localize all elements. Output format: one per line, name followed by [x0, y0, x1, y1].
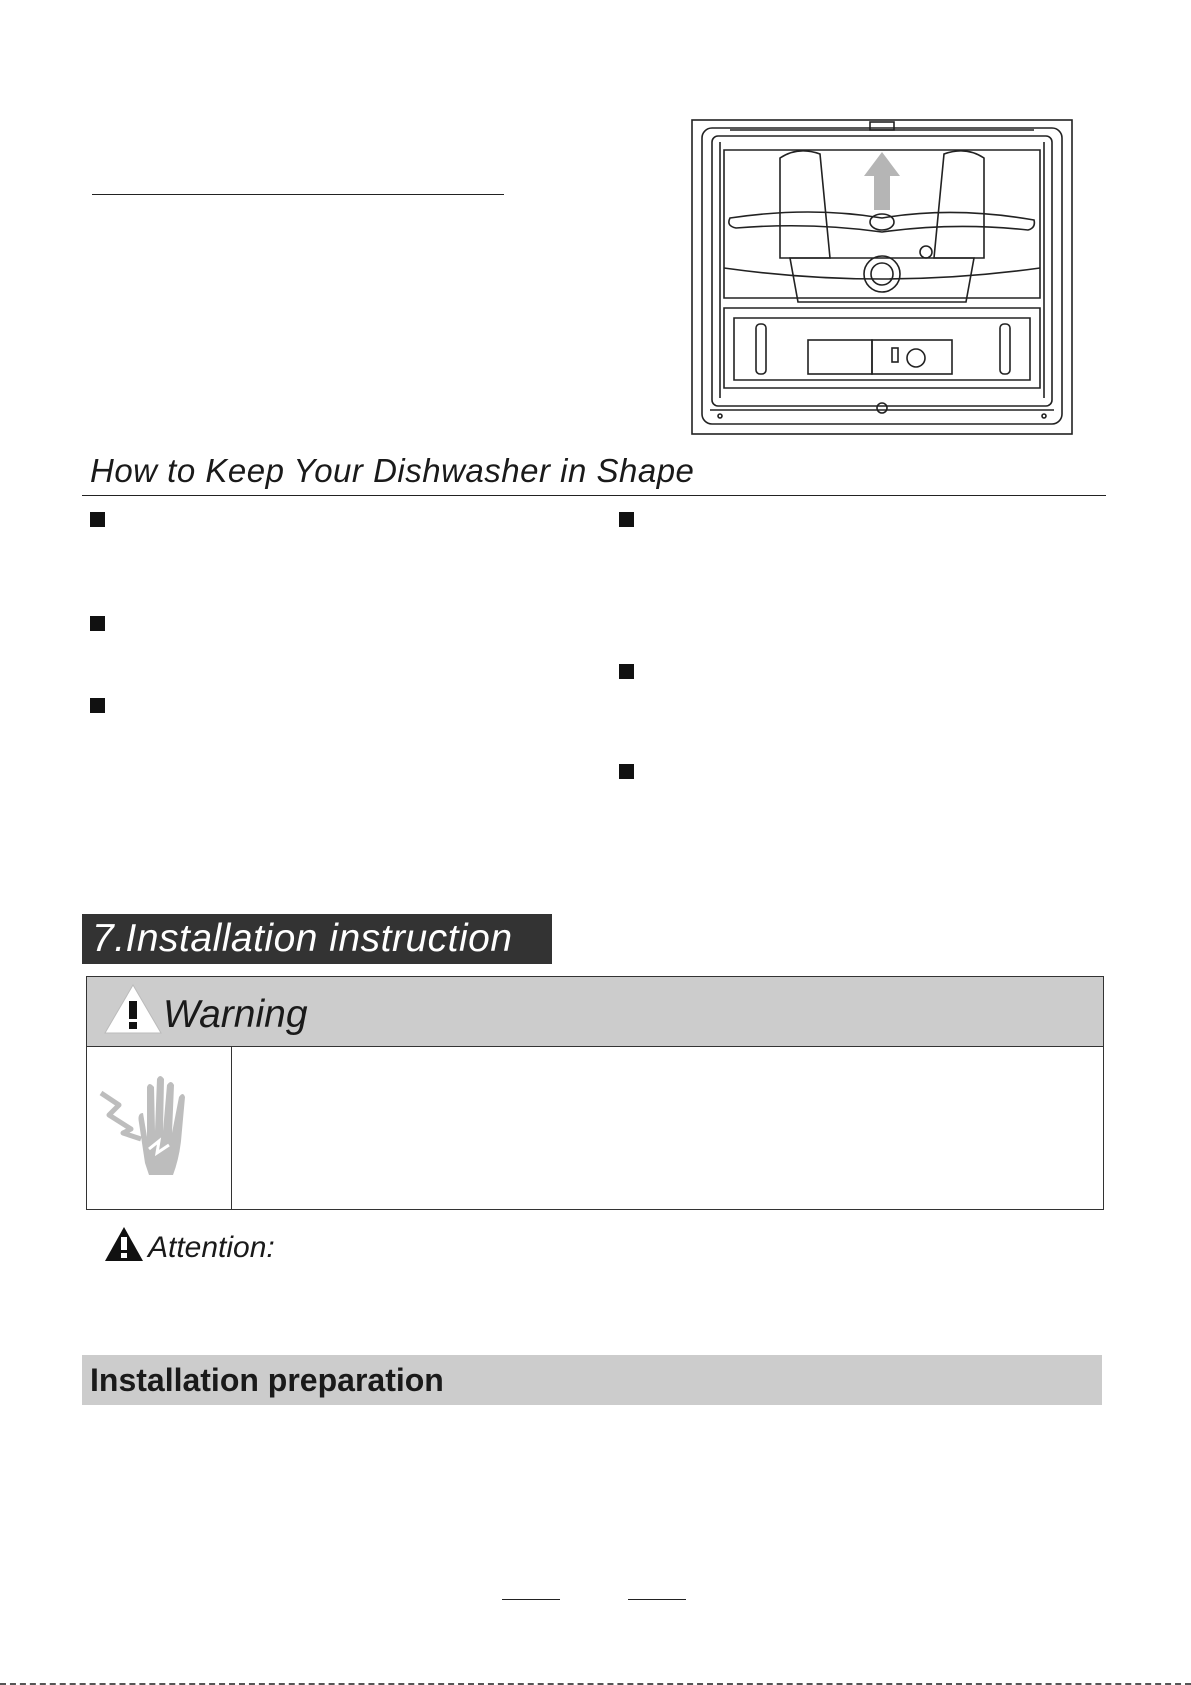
top-left-rule — [92, 194, 504, 195]
electric-shock-hand-icon — [93, 1063, 213, 1183]
footer-rule-left — [502, 1599, 560, 1600]
bullet-marker — [90, 512, 105, 527]
warning-triangle-icon — [103, 983, 163, 1035]
bullet-marker — [90, 616, 105, 631]
bullet-marker — [619, 664, 634, 679]
bullet-marker — [619, 512, 634, 527]
section-heading: How to Keep Your Dishwasher in Shape — [90, 452, 695, 489]
attention-triangle-icon — [103, 1225, 145, 1263]
dishwasher-interior-figure — [690, 118, 1074, 436]
attention-title: Attention: — [148, 1231, 275, 1264]
warning-box — [86, 976, 1104, 1210]
installation-title: 7.Installation instruction — [92, 917, 513, 960]
preparation-title: Installation preparation — [90, 1362, 444, 1398]
section-heading-rule — [82, 495, 1106, 496]
bullet-marker — [619, 764, 634, 779]
bullet-marker — [90, 698, 105, 713]
footer-rule-right — [628, 1599, 686, 1600]
warning-header — [87, 977, 1103, 1047]
warning-title: Warning — [163, 993, 308, 1036]
warning-divider — [231, 1047, 232, 1209]
